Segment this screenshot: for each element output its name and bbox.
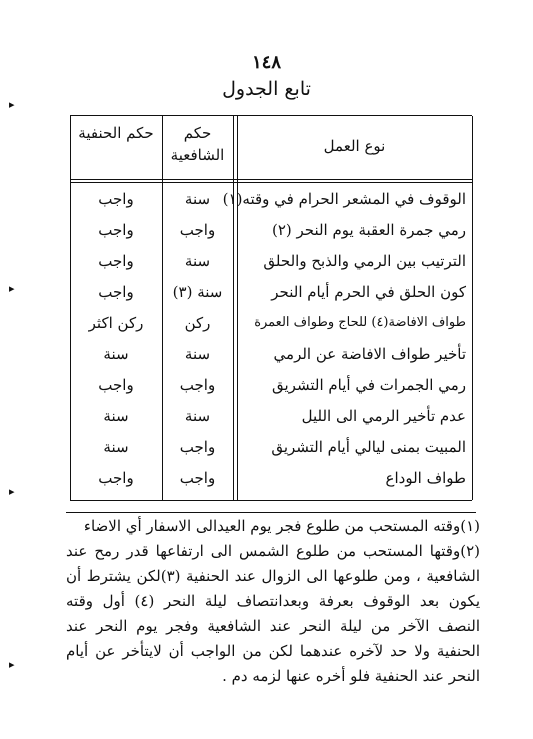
- action-cell: الترتيب بين الرمي والذبح والحلق: [263, 252, 466, 270]
- hanafi-cell: سنة: [103, 438, 129, 456]
- shafii-cell: سنة: [184, 252, 211, 270]
- footnote: (٢)وقتها المستحب من طلوع الشمس الى ارتفاعها قدر رمح عند الشافعية ، ومن طلوعها الى الزوال عند الحنفية (٣)لكن يشترط أن يكون بعد الوقوف بعرفة وبعدانتصاف ليلة النحر (٤) أول وقته النصف الآخر من ليلة النحر عند الشافعية وفجر يوم النحر عند الحنفية ولا حد لآخره عندهما لكن من الواجب أن لايتأخر عن أيام النحر عند الحنفية فلو أخره عنها لزمه دم .: [66, 542, 480, 685]
- shafii-cell: واجب: [179, 469, 216, 487]
- action-cell: عدم تأخير الرمي الى الليل: [301, 407, 466, 425]
- shafii-cell: واجب: [179, 221, 216, 239]
- shafii-cell: سنة: [184, 345, 211, 363]
- action-cell: كون الحلق في الحرم أيام النحر: [271, 283, 466, 301]
- hanafi-cell: ركن اكثر: [88, 314, 144, 332]
- table-row: [70, 400, 472, 431]
- table-row: [70, 307, 472, 338]
- page-number: ١٤٨: [251, 52, 281, 73]
- action-cell: الوقوف في المشعر الحرام في وقته(١): [222, 190, 466, 208]
- action-cell: رمي جمرة العقبة يوم النحر (٢): [271, 221, 466, 239]
- shafii-cell: ركن: [184, 314, 211, 332]
- header-hanafi: حكم الحنفية: [78, 124, 154, 142]
- footnote-rule: [66, 512, 476, 513]
- action-cell: المبيت بمنى ليالي أيام التشريق: [271, 438, 466, 456]
- action-cell: طواف الافاضة(٤) للحاج وطواف العمرة: [254, 315, 466, 330]
- margin-mark: ▸: [9, 98, 15, 111]
- table-row: [70, 245, 472, 276]
- running-title: تابع الجدول: [222, 78, 311, 100]
- table-row: [70, 276, 472, 307]
- footnotes: [66, 514, 480, 689]
- hanafi-cell: واجب: [98, 283, 134, 301]
- action-cell: تأخير طواف الافاضة عن الرمي: [273, 345, 466, 363]
- header-rule: [70, 179, 472, 180]
- table-row: [70, 369, 472, 400]
- shafii-cell: سنة: [184, 407, 211, 425]
- action-cell: طواف الوداع: [385, 469, 466, 487]
- margin-mark: ▸: [9, 485, 15, 498]
- hanafi-cell: واجب: [98, 190, 134, 208]
- shafii-cell: واجب: [179, 376, 216, 394]
- hanafi-cell: سنة: [103, 407, 129, 425]
- hanafi-cell: واجب: [98, 252, 134, 270]
- shafii-cell: واجب: [179, 438, 216, 456]
- shafii-cell: سنة: [184, 190, 211, 208]
- footnote: (١)وقته المستحب من طلوع فجر يوم العيدالى الاسفار أي الاضاء: [83, 517, 480, 535]
- header-action: نوع العمل: [323, 137, 386, 155]
- table-border-right: [472, 116, 473, 500]
- hanafi-cell: سنة: [103, 345, 129, 363]
- table-row: [70, 183, 472, 214]
- hanafi-cell: واجب: [98, 221, 134, 239]
- table-row: [70, 214, 472, 245]
- action-cell: رمي الجمرات في أيام التشريق: [272, 376, 466, 394]
- margin-mark: ▸: [9, 658, 15, 671]
- rulings-table: [70, 115, 472, 501]
- table-row: [70, 431, 472, 462]
- table-row: [70, 462, 472, 493]
- table-row: [70, 338, 472, 369]
- hanafi-cell: واجب: [98, 469, 134, 487]
- shafii-cell: سنة (٣): [172, 283, 223, 301]
- hanafi-cell: واجب: [98, 376, 134, 394]
- header-shafii: حكم الشافعية: [170, 124, 225, 164]
- margin-mark: ▸: [9, 282, 15, 295]
